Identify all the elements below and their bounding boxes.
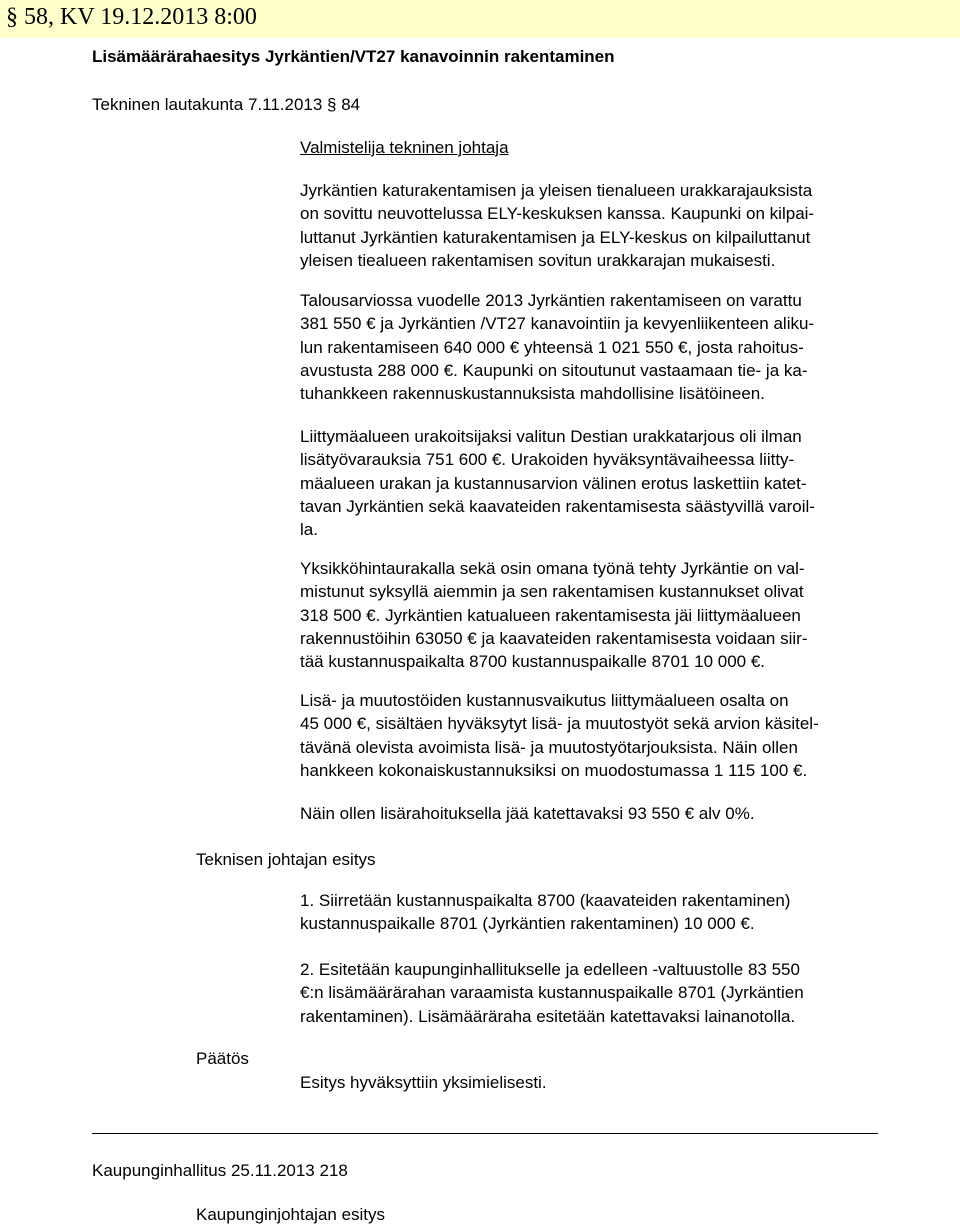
paragraph-line: 381 550 € ja Jyrkäntien /VT27 kanavointiin ja kevyenliikenteen aliku- [300, 314, 815, 334]
paragraph-line: on sovittu neuvottelussa ELY-keskuksen kanssa. Kaupunki on kilpai- [300, 204, 815, 224]
paragraph-line: 45 000 €, sisältäen hyväksytyt lisä- ja muutostyöt sekä arvion käsitel- [300, 714, 819, 734]
paragraph-line: Näin ollen lisärahoituksella jää katettavaksi 93 550 € alv 0%. [300, 804, 755, 823]
paragraph-line: yleisen tiealueen rakentamisen sovitun urakkarajan mukaisesti. [300, 250, 776, 270]
paragraph-line: rakennustöihin 63050 € ja kaavateiden rakentamisesta voidaan siir- [300, 628, 808, 648]
decision-label: Päätös [196, 1049, 249, 1068]
paragraph-line: tavan Jyrkäntien sekä kaavateiden rakentamisesta säästyvillä varoil- [300, 496, 815, 516]
decision-text: Esitys hyväksyttiin yksimielisesti. [300, 1073, 547, 1092]
proposal-item-line: kustannuspaikalle 8701 (Jyrkäntien rakentaminen) 10 000 €. [300, 914, 755, 934]
paragraph-line: la. [300, 520, 318, 540]
paragraph-line: mäalueen urakan ja kustannusarvion välinen erotus laskettiin katet- [300, 473, 807, 493]
paragraph-line: 318 500 €. Jyrkäntien katualueen rakentamisesta jäi liittymäalueen [300, 605, 801, 625]
committee-line: Tekninen lautakunta 7.11.2013 § 84 [92, 95, 361, 114]
paragraph-line: Jyrkäntien katurakentamisen ja yleisen tienalueen urakkarajauksista [300, 181, 813, 200]
paragraph-line: hankkeen kokonaiskustannuksiksi on muodostumassa 1 115 100 €. [300, 760, 808, 780]
paragraph-line: Talousarviossa vuodelle 2013 Jyrkäntien rakentamiseen on varattu [300, 291, 802, 310]
paragraph-line: lun rakentamiseen 640 000 € yhteensä 1 021 550 €, josta rahoitus- [300, 337, 804, 357]
paragraph-line: tää kustannuspaikalta 8700 kustannuspaikalle 8701 10 000 €. [300, 652, 766, 672]
proposal-label: Teknisen johtajan esitys [196, 850, 376, 869]
paragraph-line: luttanut Jyrkäntien katurakentamisen ja ELY-keskus on kilpailuttanut [300, 227, 811, 247]
proposal-item-line: 1. Siirretään kustannuspaikalta 8700 (kaavateiden rakentaminen) [300, 891, 791, 910]
section-banner [0, 0, 960, 38]
proposal-item-line: €:n lisämäärärahan varaamista kustannuspaikalle 8701 (Jyrkäntien [300, 983, 804, 1003]
paragraph-line: mistunut syksyllä aiemmin ja sen rakentamisen kustannukset olivat [300, 582, 804, 602]
mayor-proposal-label: Kaupunginjohtajan esitys [196, 1205, 386, 1224]
paragraph-line: avustusta 288 000 €. Kaupunki on sitoutunut vastaamaan tie- ja ka- [300, 360, 808, 380]
proposal-item-line: rakentaminen). Lisämääräraha esitetään katettavaksi lainanotolla. [300, 1006, 796, 1026]
paragraph-line: tuhankkeen rakennuskustannuksista mahdollisine lisätöineen. [300, 384, 765, 404]
proposal-item-line: 2. Esitetään kaupunginhallitukselle ja edelleen -valtuustolle 83 550 [300, 960, 800, 979]
board-line: Kaupunginhallitus 25.11.2013 218 [92, 1161, 348, 1180]
paragraph-line: Yksikköhintaurakalla sekä osin omana työnä tehty Jyrkäntie on val- [300, 559, 805, 578]
preparer-line: Valmistelija tekninen johtaja [300, 138, 509, 157]
document-title: Lisämäärärahaesitys Jyrkäntien/VT27 kanavoinnin rakentaminen [92, 47, 615, 66]
divider-line [92, 1133, 878, 1134]
paragraph-line: Liittymäalueen urakoitsijaksi valitun Destian urakkatarjous oli ilman [300, 427, 802, 446]
paragraph-line: tävänä olevista avoimista lisä- ja muutostyötarjouksista. Näin ollen [300, 737, 798, 757]
section-heading: § 58, KV 19.12.2013 8:00 [6, 4, 257, 30]
paragraph-line: lisätyövarauksia 751 600 €. Urakoiden hyväksyntävaiheessa liitty- [300, 450, 795, 470]
paragraph-line: Lisä- ja muutostöiden kustannusvaikutus liittymäalueen osalta on [300, 691, 789, 710]
